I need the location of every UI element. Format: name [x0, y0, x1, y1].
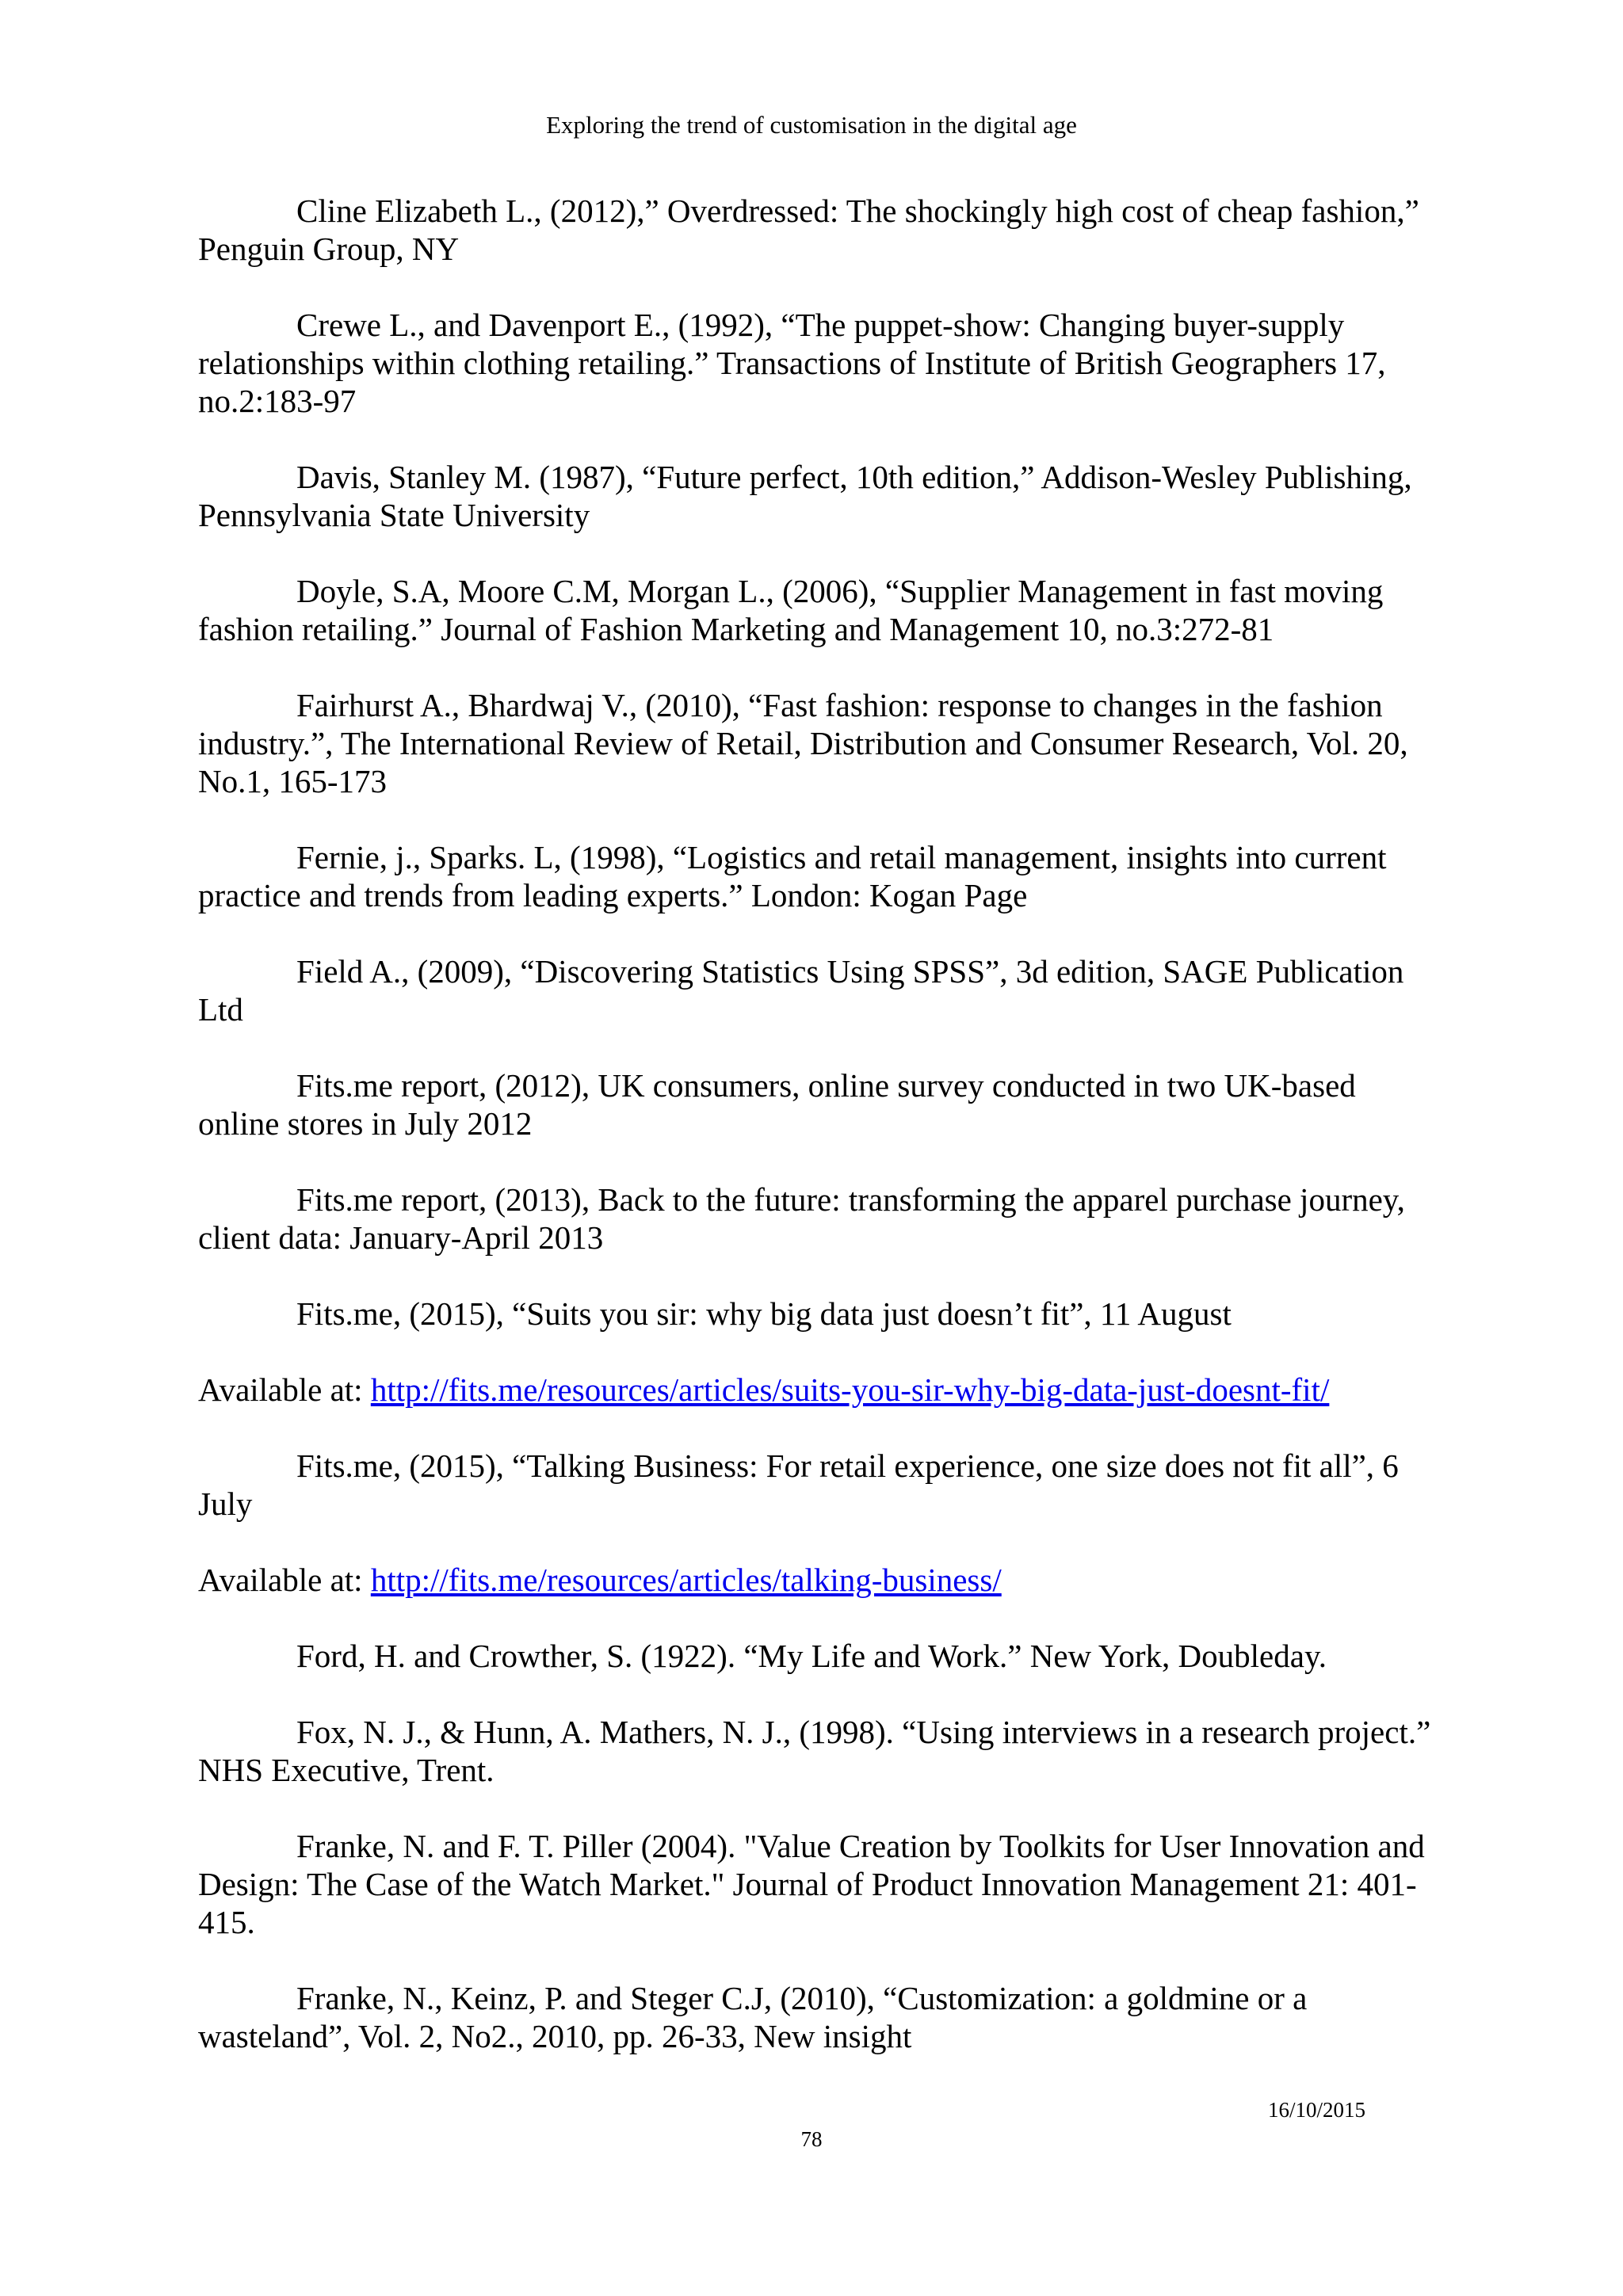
- reference-entry: Fits.me, (2015), “Talking Business: For retail experience, one size does not fit all”, 6 July: [198, 1447, 1399, 1522]
- footer-date: 16/10/2015: [1268, 2098, 1366, 2122]
- page-header: Exploring the trend of customisation in the digital age: [546, 111, 1077, 139]
- page-number: 78: [800, 2127, 823, 2151]
- availability-label: Available at:: [198, 1562, 371, 1598]
- reference-availability: [198, 1561, 1442, 1599]
- reference-entry: Ford, H. and Crowther, S. (1922). “My Life and Work.” New York, Doubleday.: [296, 1638, 1327, 1674]
- reference-entry: Cline Elizabeth L., (2012),” Overdressed: The shockingly high cost of cheap fashion,” Penguin Group, NY: [198, 193, 1419, 267]
- reference-entry: Franke, N., Keinz, P. and Steger C.J, (2010), “Customization: a goldmine or a wasteland”, Vol. 2, No2., 2010, pp. 26-33, New insight: [198, 1980, 1308, 2054]
- availability-label: Available at:: [198, 1371, 371, 1408]
- reference-entry: Fernie, j., Sparks. L, (1998), “Logistics and retail management, insights into current practice and trends from leading experts.” London: Kogan Page: [198, 839, 1387, 913]
- reference-entry: Fits.me, (2015), “Suits you sir: why big data just doesn’t fit”, 11 August: [296, 1295, 1232, 1332]
- reference-entry: Fits.me report, (2012), UK consumers, online survey conducted in two UK-based online stores in July 2012: [198, 1067, 1356, 1142]
- reference-entry: Franke, N. and F. T. Piller (2004). "Value Creation by Toolkits for User Innovation and Design: The Case of the Watch Market." Journal of Product Innovation Management 21: 401- 415.: [198, 1828, 1425, 1940]
- reference-entry: Fairhurst A., Bhardwaj V., (2010), “Fast fashion: response to changes in the fashion industry.”, The International Review of Retail, Distribution and Consumer Research, Vol. 20, No.1, 165-173: [198, 687, 1408, 799]
- reference-entry: Davis, Stanley M. (1987), “Future perfect, 10th edition,” Addison-Wesley Publishing, Pennsylvania State University: [198, 459, 1412, 533]
- reference-entry: Fits.me report, (2013), Back to the future: transforming the apparel purchase journey, client data: January-April 2013: [198, 1181, 1405, 1256]
- reference-link[interactable]: http://fits.me/resources/articles/suits-you-sir-why-big-data-just-doesnt-fit/: [370, 1371, 1330, 1408]
- reference-entry: Fox, N. J., & Hunn, A. Mathers, N. J., (1998). “Using interviews in a research project.” NHS Executive, Trent.: [198, 1714, 1431, 1788]
- reference-entry: Field A., (2009), “Discovering Statistics Using SPSS”, 3d edition, SAGE Publication Ltd: [198, 953, 1404, 1028]
- reference-list: [198, 192, 1442, 2093]
- reference-link[interactable]: http://fits.me/resources/articles/talking-business/: [370, 1562, 1002, 1598]
- reference-entry: Doyle, S.A, Moore C.M, Morgan L., (2006), “Supplier Management in fast moving fashion retailing.” Journal of Fashion Marketing and Management 10, no.3:272-81: [198, 573, 1384, 647]
- reference-availability: [198, 1371, 1442, 1409]
- reference-entry: Crewe L., and Davenport E., (1992), “The puppet-show: Changing buyer-supply relationships within clothing retailing.” Transactions of Institute of British Geographers 17, no.2:183-97: [198, 307, 1386, 419]
